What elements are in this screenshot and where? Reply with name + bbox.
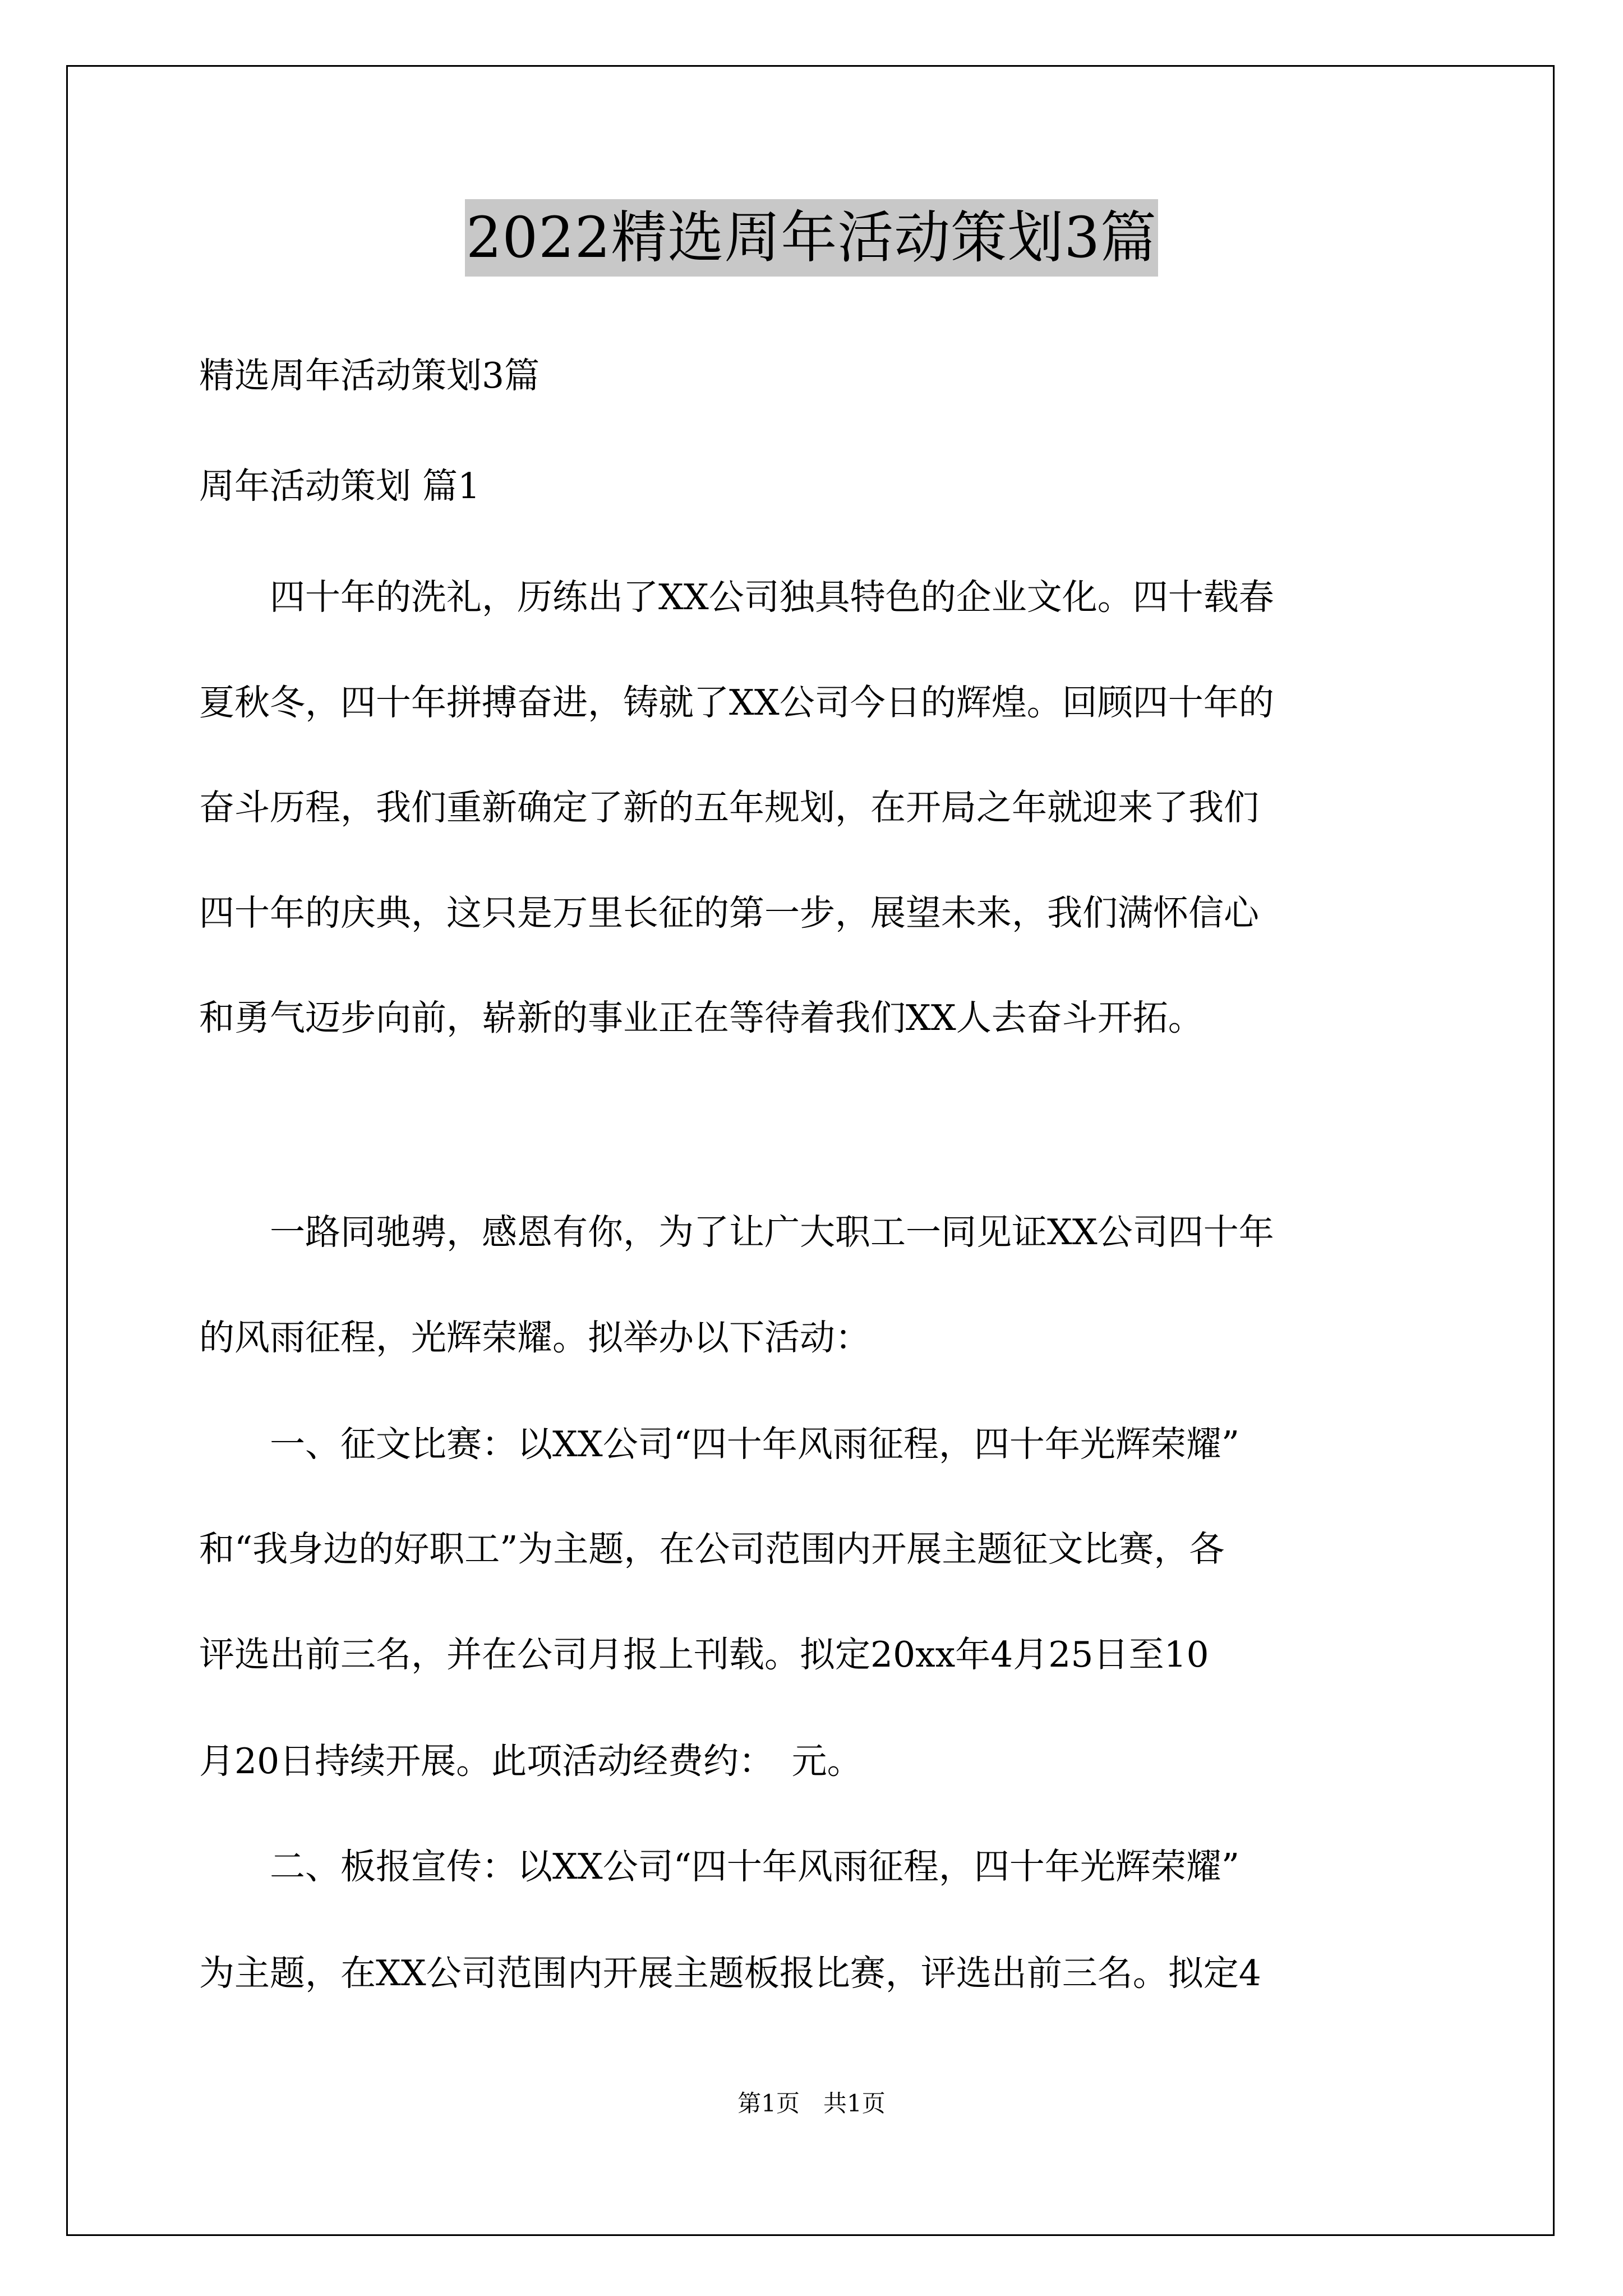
- body-line: 和勇气迈步向前，崭新的事业正在等待着我们XX人去奋斗开拓。: [199, 997, 1204, 1038]
- section-heading: 周年活动策划 篇1: [199, 466, 481, 507]
- body-line: 奋斗历程，我们重新确定了新的五年规划，在开局之年就迎来了我们: [199, 787, 1259, 828]
- body-line: 月20日持续开展。此项活动经费约： 元。: [199, 1741, 863, 1782]
- body-line: 的风雨征程，光辉荣耀。拟举办以下活动：: [199, 1317, 870, 1358]
- document-title: 2022精选周年活动策划3篇: [465, 199, 1158, 277]
- body-line: 夏秋冬，四十年拼搏奋进，铸就了XX公司今日的辉煌。回顾四十年的: [199, 682, 1274, 723]
- body-line: 四十年的庆典，这只是万里长征的第一步，展望未来，我们满怀信心: [199, 892, 1259, 933]
- body-line: 一、征文比赛：以XX公司“四十年风雨征程，四十年光辉荣耀”: [199, 1424, 1240, 1465]
- body-line: 一路同驰骋，感恩有你，为了让广大职工一同见证XX公司四十年: [199, 1212, 1274, 1253]
- document-subtitle: 精选周年活动策划3篇: [199, 355, 540, 396]
- body-line: 为主题，在XX公司范围内开展主题板报比赛，评选出前三名。拟定4: [199, 1953, 1261, 1994]
- title-container: [0, 199, 1623, 277]
- body-line: 评选出前三名，并在公司月报上刊载。拟定20xx年4月25日至10: [199, 1634, 1209, 1675]
- body-line: 四十年的洗礼，历练出了XX公司独具特色的企业文化。四十载春: [199, 577, 1274, 618]
- page-number-footer: 第1页 共1页: [737, 2090, 886, 2117]
- body-line: 和“我身边的好职工”为主题，在公司范围内开展主题征文比赛，各: [199, 1529, 1225, 1570]
- body-line: 二、板报宣传：以XX公司“四十年风雨征程，四十年光辉荣耀”: [199, 1846, 1240, 1887]
